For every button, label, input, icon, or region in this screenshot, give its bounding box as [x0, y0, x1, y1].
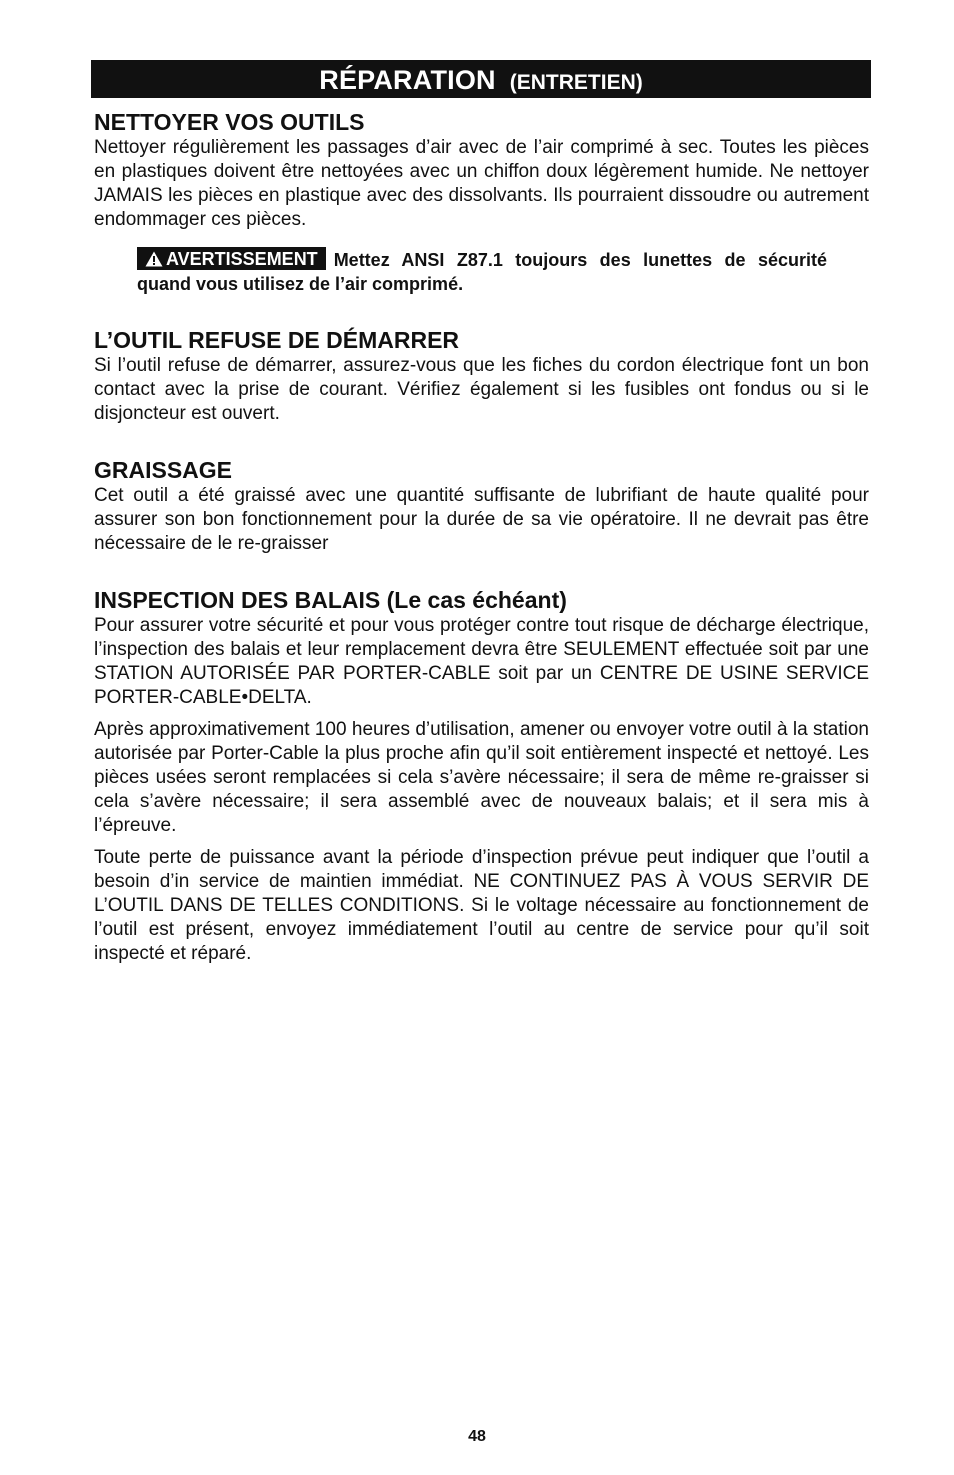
page-subtitle: (ENTRETIEN): [509, 71, 643, 94]
heading-graissage: GRAISSAGE: [94, 457, 233, 483]
warning-notice: [137, 247, 827, 296]
spacer: [94, 426, 869, 456]
warning-triangle-icon: [145, 251, 163, 267]
warning-badge: [137, 247, 326, 270]
page-title: RÉPARATION: [319, 65, 496, 95]
heading-nettoyer-vos-outils: NETTOYER VOS OUTILS: [94, 109, 365, 135]
warning-text: Mettez ANSI Z87.1 toujours des lunettes de sécurité quand vous utilisez de l’air comprimé.: [137, 250, 827, 294]
section-title-bar: [91, 60, 871, 98]
spacer: [94, 296, 869, 326]
spacer: [94, 838, 869, 846]
paragraph-inspection-2: Après approximativement 100 heures d’utilisation, amener ou envoyer votre outil à la station autorisée par Porter-Cable la plus proche afin qu’il soit entièrement inspecté et nettoyé. Les pièces usées seront remplacées si cela s’avère nécessaire; il sera de même re-graisser si cela s’avère nécessaire; il sera assemblé avec de nouveaux balais; et il sera mis à l’épreuve.: [94, 719, 869, 836]
paragraph-refuse-demarrer: Si l’outil refuse de démarrer, assurez-vous que les fiches du cordon électrique font un bon contact avec la prise de courant. Vérifiez également si les fusibles ont fondus ou si le disjoncteur est ouvert.: [94, 355, 869, 424]
page-content: [94, 108, 869, 966]
paragraph-graissage: Cet outil a été graissé avec une quantité suffisante de lubrifiant de haute qualité pour assurer son bon fonctionnement pour la durée de sa vie opératoire. Il ne devrait pas être nécessaire de le re-graisser: [94, 485, 869, 554]
spacer: [94, 710, 869, 718]
warning-badge-label: AVERTISSEMENT: [166, 249, 318, 269]
paragraph-inspection-1: Pour assurer votre sécurité et pour vous protéger contre tout risque de décharge électrique, l’inspection des balais et leur remplacement devra être SEULEMENT effectuée soit par une STATION AUTORISÉE PAR PORTER-CABLE soit par un CENTRE DE USINE SERVICE PORTER-CABLE•DELTA.: [94, 615, 869, 708]
paragraph-nettoyer: Nettoyer régulièrement les passages d’air avec de l’air comprimé à sec. Toutes les pièces en plastiques doivent être nettoyées avec un chiffon doux légèrement humide. Ne nettoyer JAMAIS les pièces en plastique avec des dissolvants. Ils pourraient dissoudre ou autrement endommager ces pièces.: [94, 137, 869, 230]
paragraph-inspection-3: Toute perte de puissance avant la période d’inspection prévue peut indiquer que l’outil a besoin d’in service de maintien immédiat. NE CONTINUEZ PAS À VOUS SERVIR DE L’OUTIL DANS DE TELLES CONDITIONS. Si le voltage nécessaire au fonctionnement de l’outil est présent, envoyez immédiatement l’outil au centre de service pour qu’il soit inspecté et réparé.: [94, 847, 869, 964]
page-number: 48: [468, 1428, 486, 1445]
spacer: [94, 556, 869, 586]
heading-inspection-des-balais: INSPECTION DES BALAIS (Le cas échéant): [94, 587, 567, 613]
heading-outil-refuse-de-demarrer: L’OUTIL REFUSE DE DÉMARRER: [94, 327, 460, 353]
